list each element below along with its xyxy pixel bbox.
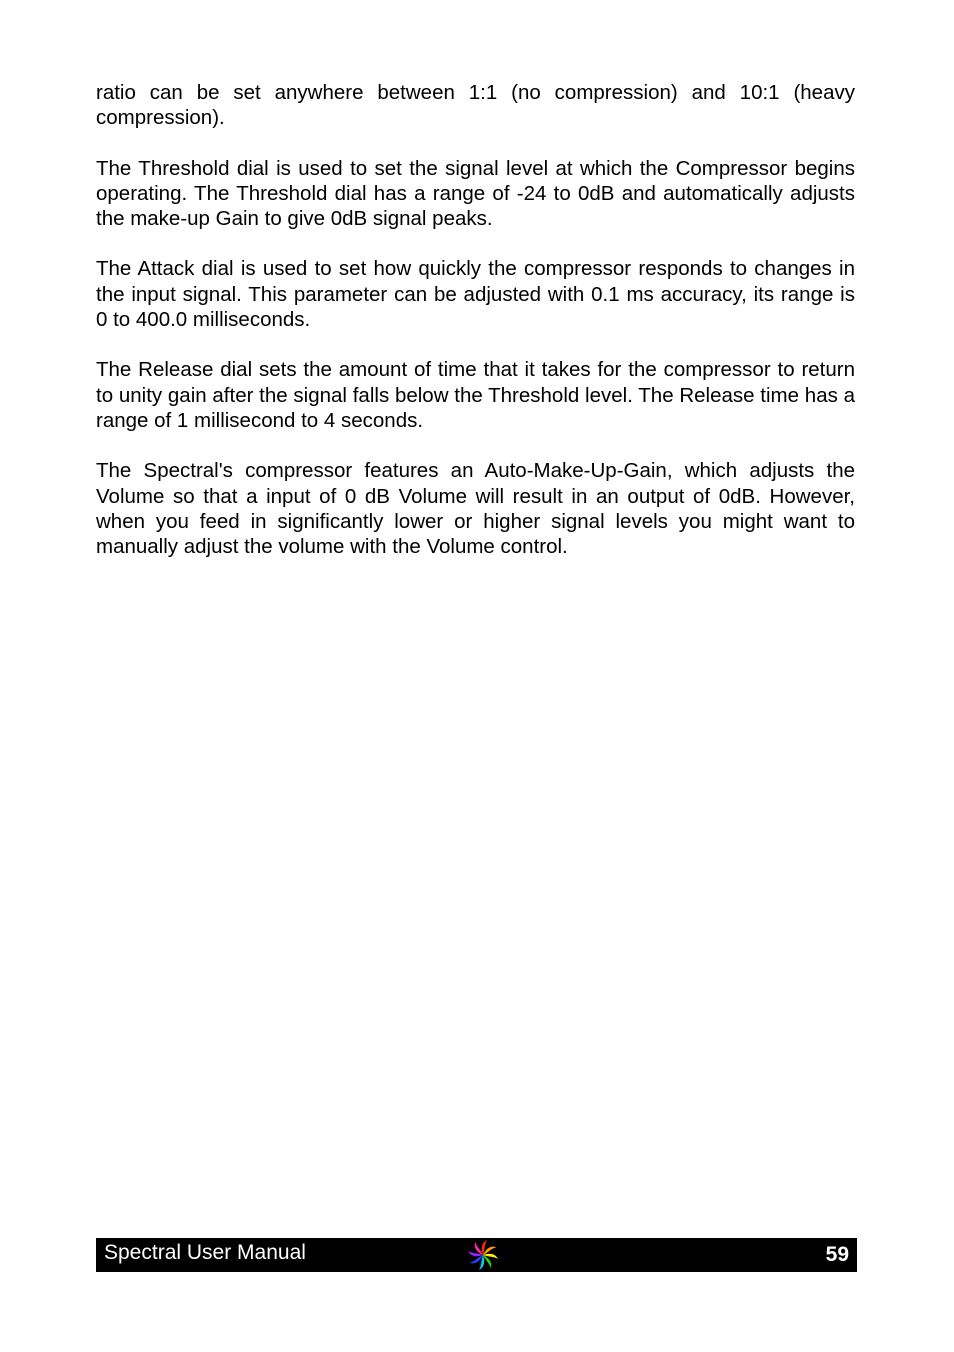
paragraph-auto-gain: The Spectral's compressor features an Auto-Make-Up-Gain, which adjusts the Volume so that a input of 0 dB Volume will result in an output of 0dB. However, when you feed in significantly lower or higher signal levels you might want to manually adjust the volume with the Volume control. bbox=[96, 459, 855, 559]
page-number: 59 bbox=[825, 1243, 849, 1266]
paragraph-release: The Release dial sets the amount of time that it takes for the compressor to return to unity gain after the signal falls below the Threshold level. The Release time has a range of 1 millisecond to 4 seconds. bbox=[96, 358, 855, 432]
paragraph-threshold: The Threshold dial is used to set the signal level at which the Compressor begins operating. The Threshold dial has a range of -24 to 0dB and automatically adjusts the make-up Gain to give 0dB signal peaks. bbox=[96, 156, 855, 231]
paragraph-ratio: ratio can be set anywhere between 1:1 (no compression) and 10:1 (heavy compression). bbox=[96, 81, 855, 130]
page-footer bbox=[96, 1238, 857, 1272]
paragraph-attack: The Attack dial is used to set how quickly the compressor responds to changes in the input signal. This parameter can be adjusted with 0.1 ms accuracy, its range is 0 to 400.0 milliseconds. bbox=[96, 257, 855, 332]
spectral-swirl-logo-icon bbox=[466, 1238, 500, 1272]
page-body bbox=[96, 80, 855, 584]
footer-title: Spectral User Manual bbox=[104, 1241, 306, 1264]
